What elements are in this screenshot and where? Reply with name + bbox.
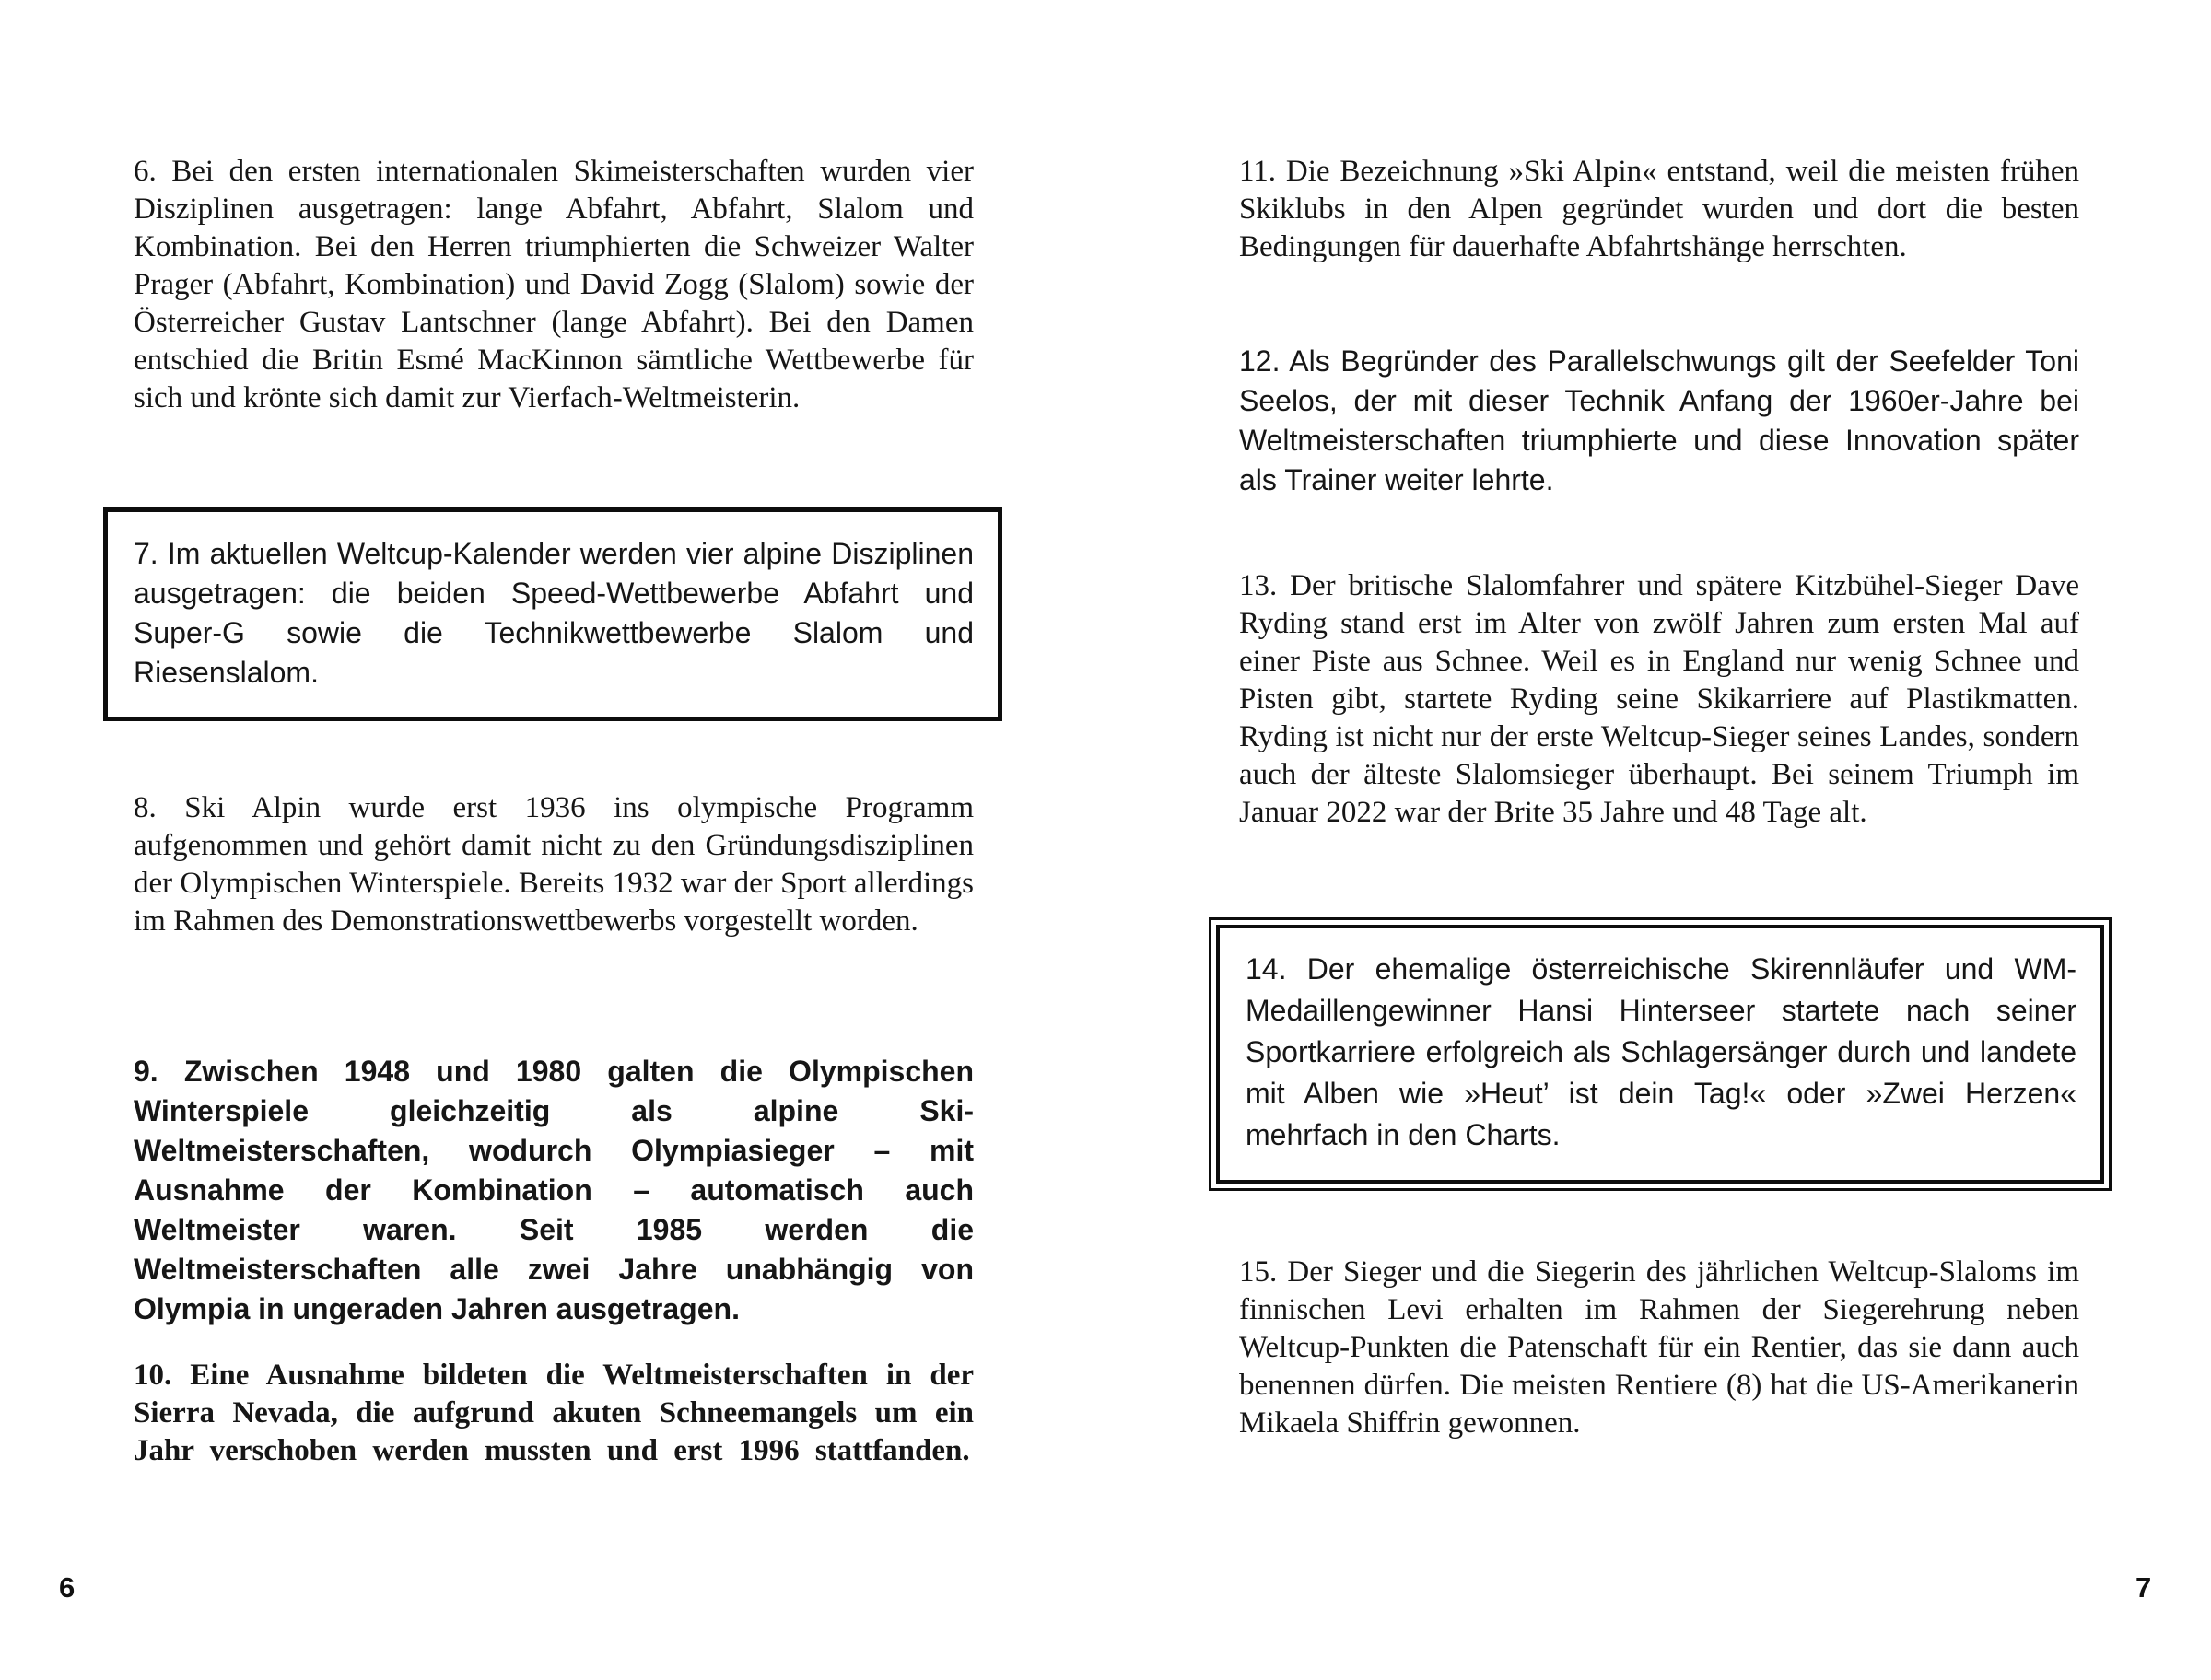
page-number-right: 7 <box>2135 1571 2152 1604</box>
page-number-left: 6 <box>59 1571 76 1604</box>
highlight-box-fact-14 <box>1209 917 2112 1191</box>
fact-paragraph-6: 6. Bei den ersten internationalen Skimeisterschaften wurden vier Disziplinen ausgetragen: lange Abfahrt, Abfahrt, Slalom und Kombination. Bei den Herren triumphierten die Schweizer Walter Prager (Abfahrt, Kombination) und David Zogg (Slalom) sowie der Österreicher Gustav Lantschner (lange Abfahrt). Bei den Damen entschied die Britin Esmé MacKinnon sämtliche Wettbewerbe für sich und krönte sich damit zur Vierfach-Weltmeisterin. <box>134 155 974 414</box>
fact-paragraph-13: 13. Der britische Slalomfahrer und spätere Kitzbühel-Sieger Dave Ryding stand erst im Alter von zwölf Jahren zum ersten Mal auf einer Piste aus Schnee. Weil es in England nur wenig Schnee und Pisten gibt, startete Ryding seine Skikarriere auf Plastikmatten. Ryding ist nicht nur der erste Weltcup-Sieger seines Landes, sondern auch der älteste Slalomsieger überhaupt. Bei seinem Triumph im Januar 2022 war der Brite 35 Jahre und 48 Tage alt. <box>1239 569 2079 829</box>
fact-paragraph-10: 10. Eine Ausnahme bildeten die Weltmeisterschaften in der Sierra Nevada, die aufgrund akuten Schneemangels um ein Jahr verschoben werden mussten und erst 1996 stattfanden. <box>134 1359 974 1467</box>
fact-paragraph-9: 9. Zwischen 1948 und 1980 galten die Olympischen Winterspiele gleichzeitig als alpine Ski-Weltmeisterschaften, wodurch Olympiasieger – mit Ausnahme der Kombination – automatisch auch Weltmeister waren. Seit 1985 werden die Weltmeisterschaften alle zwei Jahre unabhängig von Olympia in ungeraden Jahren ausgetragen. <box>134 1055 974 1325</box>
highlight-box-fact-14-inner-border <box>1216 925 2104 1184</box>
fact-paragraph-15: 15. Der Sieger und die Siegerin des jährlichen Weltcup-Slaloms im finnischen Levi erhalten im Rahmen der Siegerehrung neben Weltcup-Punkten die Patenschaft für ein Rentier, das sie dann auch benennen dürfen. Die meisten Rentiere (8) hat die US-Amerikanerin Mikaela Shiffrin gewonnen. <box>1239 1255 2079 1440</box>
fact-paragraph-12: 12. Als Begründer des Parallelschwungs gilt der Seefelder Toni Seelos, der mit dieser Technik Anfang der 1960er-Jahre bei Weltmeisterschaften triumphierte und diese Innovation später als Trainer weiter lehrte. <box>1239 344 2079 496</box>
fact-paragraph-8: 8. Ski Alpin wurde erst 1936 ins olympische Programm aufgenommen und gehört damit nicht zu den Gründungsdisziplinen der Olympischen Winterspiele. Bereits 1932 war der Sport allerdings im Rahmen des Demonstrationswettbewerbs vorgestellt worden. <box>134 791 974 938</box>
fact-paragraph-14: 14. Der ehemalige österreichische Skirennläufer und WM-Medaillengewinner Hansi Hinterseer startete nach seiner Sportkarriere erfolgreich als Schlagersänger durch und landete mit Alben wie »Heut’ ist dein Tag!« oder »Zwei Herzen« mehrfach in den Charts. <box>1246 952 2076 1151</box>
fact-paragraph-11: 11. Die Bezeichnung »Ski Alpin« entstand, weil die meisten frühen Skiklubs in den Alpen gegründet wurden und dort die besten Bedingungen für dauerhafte Abfahrtshänge herrschten. <box>1239 155 2079 263</box>
fact-paragraph-7: 7. Im aktuellen Weltcup-Kalender werden vier alpine Disziplinen ausgetragen: die beiden Speed-Wettbewerbe Abfahrt und Super-G sowie die Technikwettbewerbe Slalom und Riesenslalom. <box>134 537 974 689</box>
